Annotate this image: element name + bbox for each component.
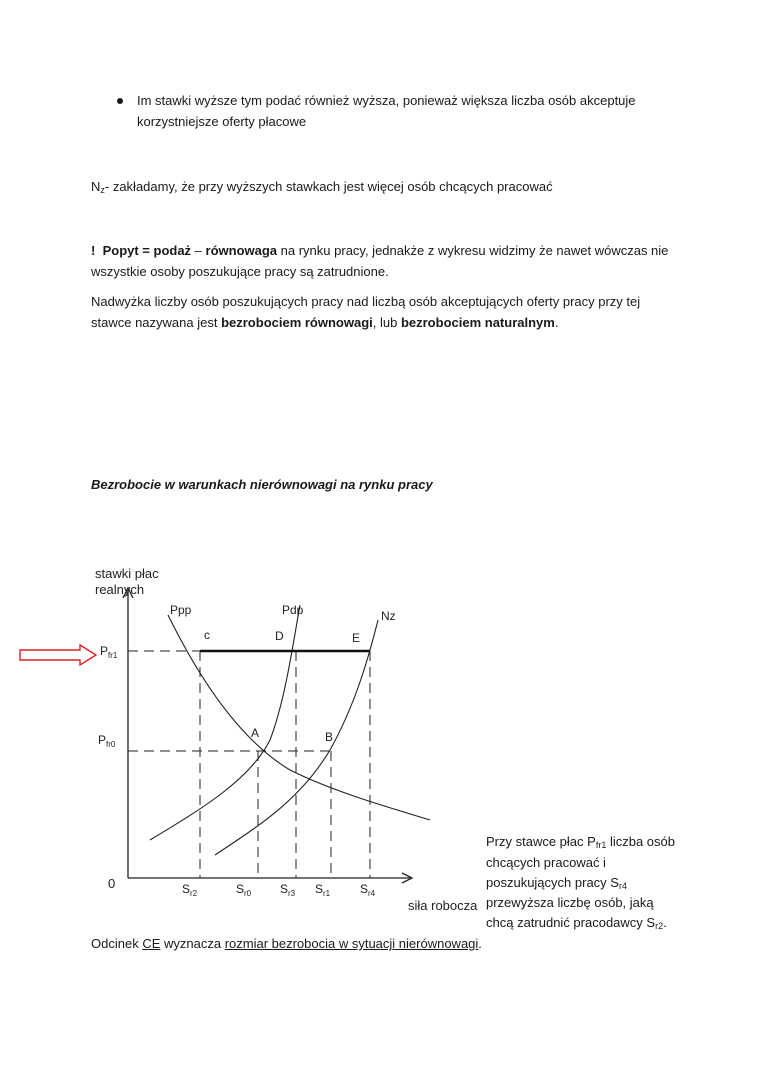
side-note-line-1: Przy stawce płac $P_{fr1}$ liczba osób <box>486 834 675 850</box>
bullet-line-1: Im stawki wyższe tym podać również wyższa, ponieważ większa liczba osób akceptuje <box>137 93 636 108</box>
xtick-sr2: $S_{r2}$ <box>182 882 198 898</box>
section-heading: Bezrobocie w warunkach nierównowagi na rynku pracy <box>91 477 433 492</box>
label-pdp: Pdp <box>282 603 304 617</box>
point-e: E <box>352 631 361 645</box>
side-note-line-4: przewyższa liczbę osób, jaką <box>486 895 654 910</box>
surplus-line-1: Nadwyżka liczby osób poszukujących pracy nad liczbą osób akceptujących oferty pracy przy tej <box>91 294 641 309</box>
xtick-sr0: $S_{r0}$ <box>236 882 252 898</box>
xtick-sr4: $S_{r4}$ <box>360 882 376 898</box>
point-d: D <box>275 629 284 643</box>
origin-label: 0 <box>108 876 116 891</box>
side-note-line-2: chcących pracować i <box>486 855 606 870</box>
x-axis-label: siła robocza <box>408 898 478 913</box>
ylevel-pfr1: $P_{fr1}$ <box>100 644 118 660</box>
conclusion: Odcinek CE wyznacza rozmiar bezrobocia w sytuacji nierównowagi. <box>91 936 482 951</box>
label-nz: Nz <box>381 609 396 623</box>
labor-market-chart <box>0 550 480 920</box>
side-note-line-3: poszukujących pracy $S_{r4}$ <box>486 875 627 891</box>
surplus-line-2: stawce nazywana jest bezrobociem równowagi, lub bezrobociem naturalnym. <box>91 315 559 330</box>
xtick-sr1: $S_{r1}$ <box>315 882 331 898</box>
label-ppp: Ppp <box>170 603 192 617</box>
point-a: A <box>251 726 260 740</box>
nz-note: $N_z-$ zakładamy, że przy wyższych stawkach jest więcej osób chcących pracować <box>91 179 553 195</box>
equilibrium-line-2: wszystkie osoby poszukujące pracy są zatrudnione. <box>91 264 389 279</box>
y-axis-label-2: realnych <box>95 582 145 597</box>
point-c: c <box>204 628 210 642</box>
ylevel-pfr0: $P_{fr0}$ <box>98 733 116 749</box>
pointer-arrow <box>20 645 96 665</box>
side-note-line-5: chcą zatrudnić pracodawcy $S_{r2}$. <box>486 915 667 931</box>
point-b: B <box>325 730 334 744</box>
y-axis-label-1: stawki płac <box>95 566 159 581</box>
xtick-sr3: $S_{r3}$ <box>280 882 296 898</box>
equilibrium-line-1: ! Popyt = podaż – równowaga na rynku pracy, jednakże z wykresu widzimy że nawet wówczas nie <box>91 243 669 258</box>
curve-ppp <box>168 615 430 820</box>
bullet-dot <box>117 98 123 104</box>
bullet-line-2: korzystniejsze oferty płacowe <box>137 114 307 129</box>
